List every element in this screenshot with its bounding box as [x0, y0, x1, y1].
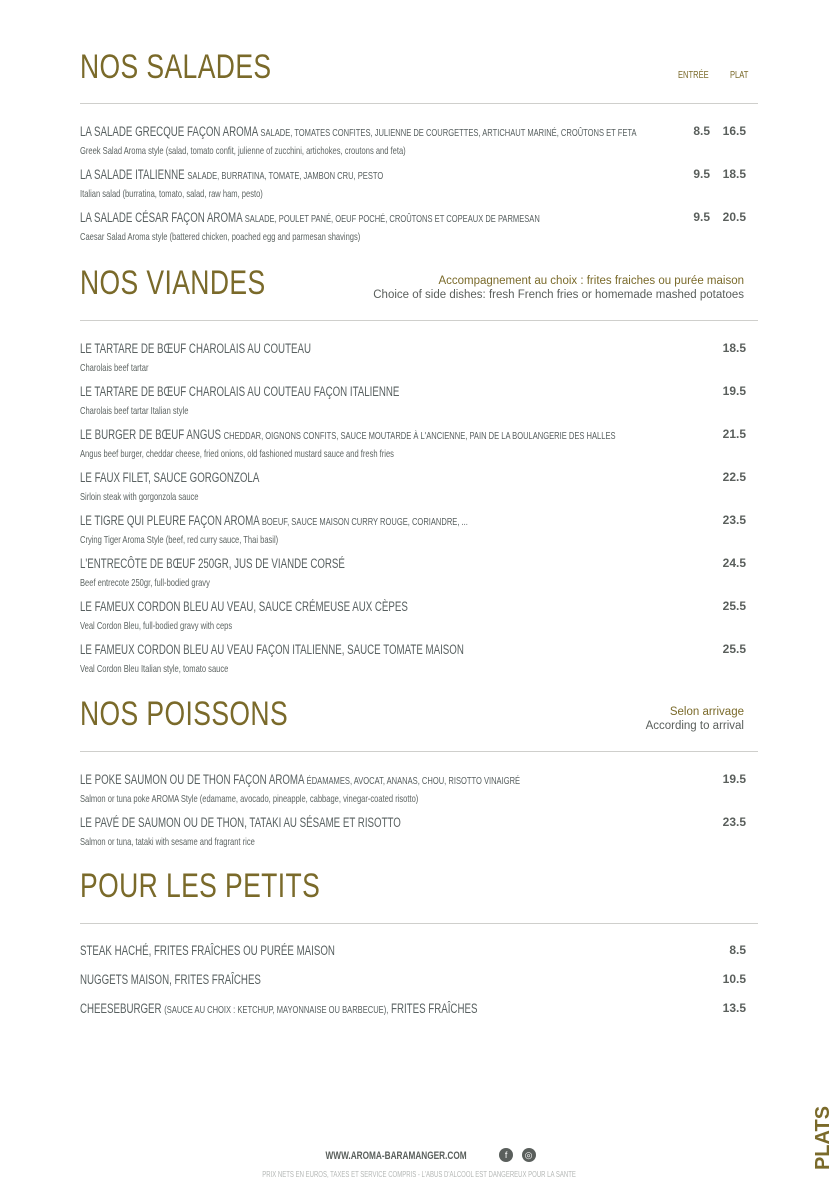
price: 18.5: [722, 341, 746, 355]
price-entree: 8.5: [693, 124, 710, 138]
arrival-note: Selon arrivage According to arrival: [645, 706, 744, 732]
facebook-icon[interactable]: f: [499, 1148, 513, 1162]
price: 21.5: [722, 427, 746, 441]
menu-item: LE FAMEUX CORDON BLEU AU VEAU, SAUCE CRÉMEUSE AUX CÈPES Veal Cordon Bleu, full-bodied gravy with ceps 25.5: [80, 599, 746, 632]
menu-item: LE FAMEUX CORDON BLEU AU VEAU FAÇON ITALIENNE, SAUCE TOMATE MAISON Veal Cordon Bleu Italian style, tomato sauce 25.5: [80, 642, 746, 675]
section-title: NOS POISSONS: [80, 695, 289, 733]
footer: [0, 1146, 838, 1164]
section-title: NOS VIANDES: [80, 264, 266, 302]
price: 25.5: [722, 599, 746, 613]
section-divider: [80, 103, 758, 104]
price-entree: 9.5: [693, 167, 710, 181]
menu-item: CHEESEBURGER (SAUCE AU CHOIX : KETCHUP, MAYONNAISE OU BARBECUE), FRITES FRAÎCHES 13.5: [80, 1001, 746, 1016]
price-plat: 16.5: [722, 124, 746, 138]
menu-item: STEAK HACHÉ, FRITES FRAÎCHES OU PURÉE MAISON 8.5: [80, 943, 746, 958]
price: 19.5: [722, 384, 746, 398]
instagram-icon[interactable]: ◎: [522, 1148, 536, 1162]
price: 24.5: [722, 556, 746, 570]
section-title: NOS SALADES: [80, 48, 272, 86]
menu-item: LE FAUX FILET, SAUCE GORGONZOLA Sirloin steak with gorgonzola sauce 22.5: [80, 470, 746, 503]
price: 8.5: [729, 943, 746, 957]
menu-item: LE TARTARE DE BŒUF CHAROLAIS AU COUTEAU Charolais beef tartar 18.5: [80, 341, 746, 374]
price-plat: 18.5: [722, 167, 746, 181]
price: 10.5: [722, 972, 746, 986]
side-tab-plats: PLATS: [811, 1105, 834, 1171]
section-divider: [80, 923, 758, 924]
column-header-plat: PLAT: [730, 69, 749, 81]
legal-notice: PRIX NETS EN EUROS, TAXES ET SERVICE COMPRIS - L'ABUS D'ALCOOL EST DANGEREUX POUR LA SANTE: [262, 1170, 576, 1179]
menu-item: LE TARTARE DE BŒUF CHAROLAIS AU COUTEAU FAÇON ITALIENNE Charolais beef tartar Italian style 19.5: [80, 384, 746, 417]
price-plat: 20.5: [722, 210, 746, 224]
menu-item: LE BURGER DE BŒUF ANGUS CHEDDAR, OIGNONS CONFITS, SAUCE MOUTARDE À L'ANCIENNE, PAIN DE LA BOULANGERIE DES HALLES Angus beef burger, cheddar cheese, fried onions, old fashioned mustard sauce and fresh fries 21.5: [80, 427, 746, 460]
menu-item: LE POKE SAUMON OU DE THON FAÇON AROMA ÉDAMAMES, AVOCAT, ANANAS, CHOU, RISOTTO VINAIGRÉ Salmon or tuna poke AROMA Style (edamame, avocado, pineapple, cabbage, vinegar-coated risotto) 19.5: [80, 772, 746, 805]
website-link[interactable]: WWW.AROMA-BARAMANGER.COM: [325, 1150, 468, 1162]
menu-item: LA SALADE CÉSAR FAÇON AROMA SALADE, POULET PANÉ, OEUF POCHÉ, CROÛTONS ET COPEAUX DE PARMESAN Caesar Salad Aroma style (battered chicken, poached egg and parmesan shavings) 9.5 20.5: [80, 210, 746, 243]
section-divider: [80, 751, 758, 752]
menu-item: LE TIGRE QUI PLEURE FAÇON AROMA BOEUF, SAUCE MAISON CURRY ROUGE, CORIANDRE, ... Crying Tiger Aroma Style (beef, red curry sauce, Thai basil) 23.5: [80, 513, 746, 546]
section-divider: [80, 320, 758, 321]
menu-item: LE PAVÉ DE SAUMON OU DE THON, TATAKI AU SÉSAME ET RISOTTO Salmon or tuna, tataki with sesame and fragrant rice 23.5: [80, 815, 746, 848]
price-entree: 9.5: [693, 210, 710, 224]
price: 25.5: [722, 642, 746, 656]
price: 23.5: [722, 815, 746, 829]
side-dish-note: Accompagnement au choix : frites fraiches ou purée maison Choice of side dishes: fresh French fries or homemade mashed potatoes: [373, 275, 744, 301]
column-header-entree: ENTRÉE: [678, 69, 709, 81]
price: 23.5: [722, 513, 746, 527]
price: 19.5: [722, 772, 746, 786]
menu-item: NUGGETS MAISON, FRITES FRAÎCHES 10.5: [80, 972, 746, 987]
menu-item: L'ENTRECÔTE DE BŒUF 250GR, JUS DE VIANDE CORSÉ Beef entrecote 250gr, full-bodied gravy 24.5: [80, 556, 746, 589]
menu-item: LA SALADE GRECQUE FAÇON AROMA SALADE, TOMATES CONFITES, JULIENNE DE COURGETTES, ARTICHAUT MARINÉ, CROÛTONS ET FETA Greek Salad Aroma style (salad, tomato confit, julienne of zucchini, artichokes, croutons and feta) 8.5 16.5: [80, 124, 746, 157]
section-title: POUR LES PETITS: [80, 867, 321, 905]
price: 22.5: [722, 470, 746, 484]
menu-item: LA SALADE ITALIENNE SALADE, BURRATINA, TOMATE, JAMBON CRU, PESTO Italian salad (burratina, tomato, salad, raw ham, pesto) 9.5 18.5: [80, 167, 746, 200]
price: 13.5: [722, 1001, 746, 1015]
